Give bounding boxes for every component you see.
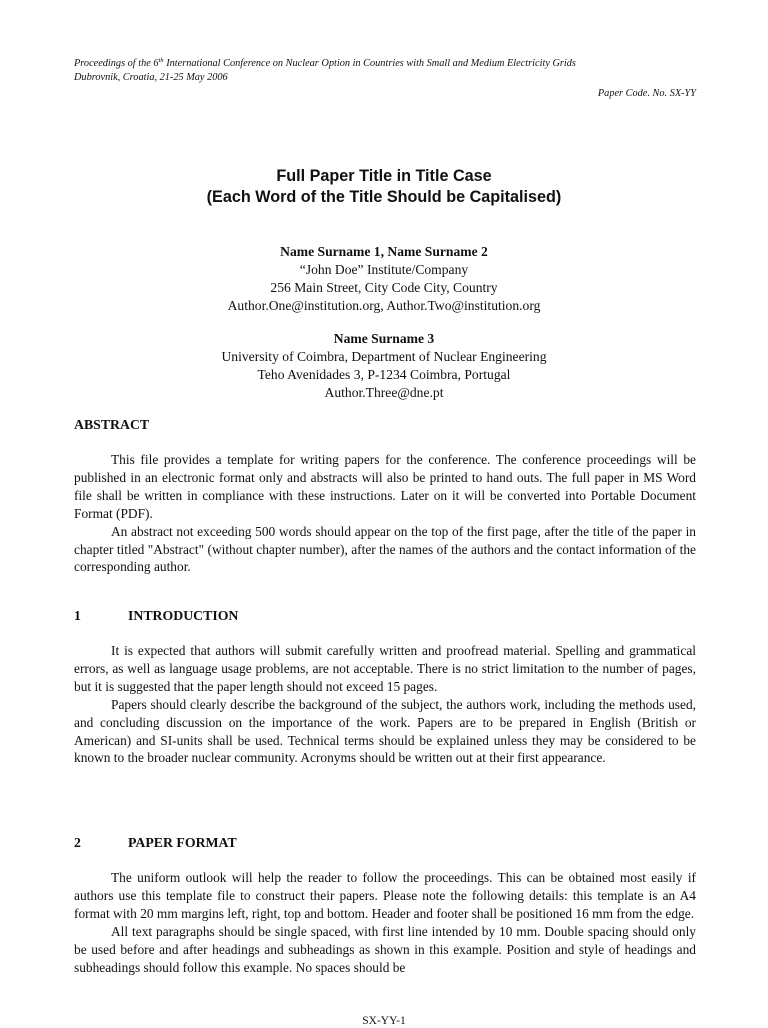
paper-code: Paper Code. No. SX-YY <box>597 88 696 99</box>
author-address: Teho Avenidades 3, P-1234 Coimbra, Portugal <box>257 367 511 382</box>
author-affiliation: “John Doe” Institute/Company <box>299 262 469 277</box>
conference-venue: Dubrovnik, Croatia, 21-25 May 2006 <box>74 72 228 83</box>
abstract-body <box>74 451 696 576</box>
paragraph: Papers should clearly describe the background of the subject, the authors work, including the methods used, and concluding discussion on the importance of the work. Papers are to be prepared in English (British or American) and SI-units shall be used. Technical terms should be explained unless they may be considered to be known to the broader nuclear community. Acronyms should be written out at their first appearance. <box>74 696 696 766</box>
title-line-2: (Each Word of the Title Should be Capitalised) <box>206 188 562 206</box>
paper-format-body <box>74 869 696 976</box>
conference-line: Proceedings of the 6th International Conference on Nuclear Option in Countries with Small and Medium Electricity Grids <box>74 57 576 69</box>
author-names: Name Surname 1, Name Surname 2 <box>280 244 488 259</box>
abstract-heading: ABSTRACT <box>74 417 150 432</box>
section-title: PAPER FORMAT <box>128 835 237 850</box>
author-names: Name Surname 3 <box>333 331 435 346</box>
author-email: Author.One@institution.org, Author.Two@institution.org <box>227 298 541 313</box>
paragraph: It is expected that authors will submit carefully written and proofread material. Spelling and grammatical errors, as well as language usage problems, are not acceptable. There is no strict limitation to the number of pages, but it is suggested that the paper length should not exceed 15 pages. <box>74 643 696 694</box>
paragraph: This file provides a template for writing papers for the conference. The conference proceedings will be published in an electronic format only and abstracts will also be printed to hand outs. The full paper in MS Word file shall be written in compliance with these instructions. Later on it will be converted into Portable Document Format (PDF). <box>74 452 696 521</box>
introduction-body <box>74 642 696 767</box>
section-heading-introduction <box>74 608 238 624</box>
author-block-1 <box>0 243 768 315</box>
section-number: 2 <box>74 835 81 850</box>
section-title: INTRODUCTION <box>128 608 239 623</box>
paragraph: All text paragraphs should be single spaced, with first line intended by 10 mm. Double spacing should only be used before and after headings and subheadings as shown in this example. Position and style of headings and subheadings should follow this example. No spaces should be <box>74 923 696 975</box>
author-block-2 <box>0 330 768 402</box>
running-header <box>74 57 696 101</box>
ordinal-suffix: th <box>158 57 164 64</box>
paragraph: The uniform outlook will help the reader to follow the proceedings. This can be obtained most easily if authors use this template file to construct their papers. Please note the following details: this template is an A4 format with 20 mm margins left, right, top and bottom. Header and footer shall be positioned 16 mm from the edge. <box>74 870 696 921</box>
section-number: 1 <box>74 608 81 623</box>
author-address: 256 Main Street, City Code City, Country <box>270 280 498 295</box>
title-line-1: Full Paper Title in Title Case <box>276 167 492 185</box>
author-email: Author.Three@dne.pt <box>324 385 444 400</box>
page-footer: SX-YY-1 <box>362 1015 406 1027</box>
section-heading-paper-format <box>74 835 237 851</box>
author-affiliation: University of Coimbra, Department of Nuclear Engineering <box>221 349 547 364</box>
paper-title <box>0 166 768 208</box>
paragraph: An abstract not exceeding 500 words should appear on the top of the first page, after the title of the paper in chapter titled "Abstract" (without chapter number), after the names of the authors and the contact information of the corresponding author. <box>74 523 696 575</box>
